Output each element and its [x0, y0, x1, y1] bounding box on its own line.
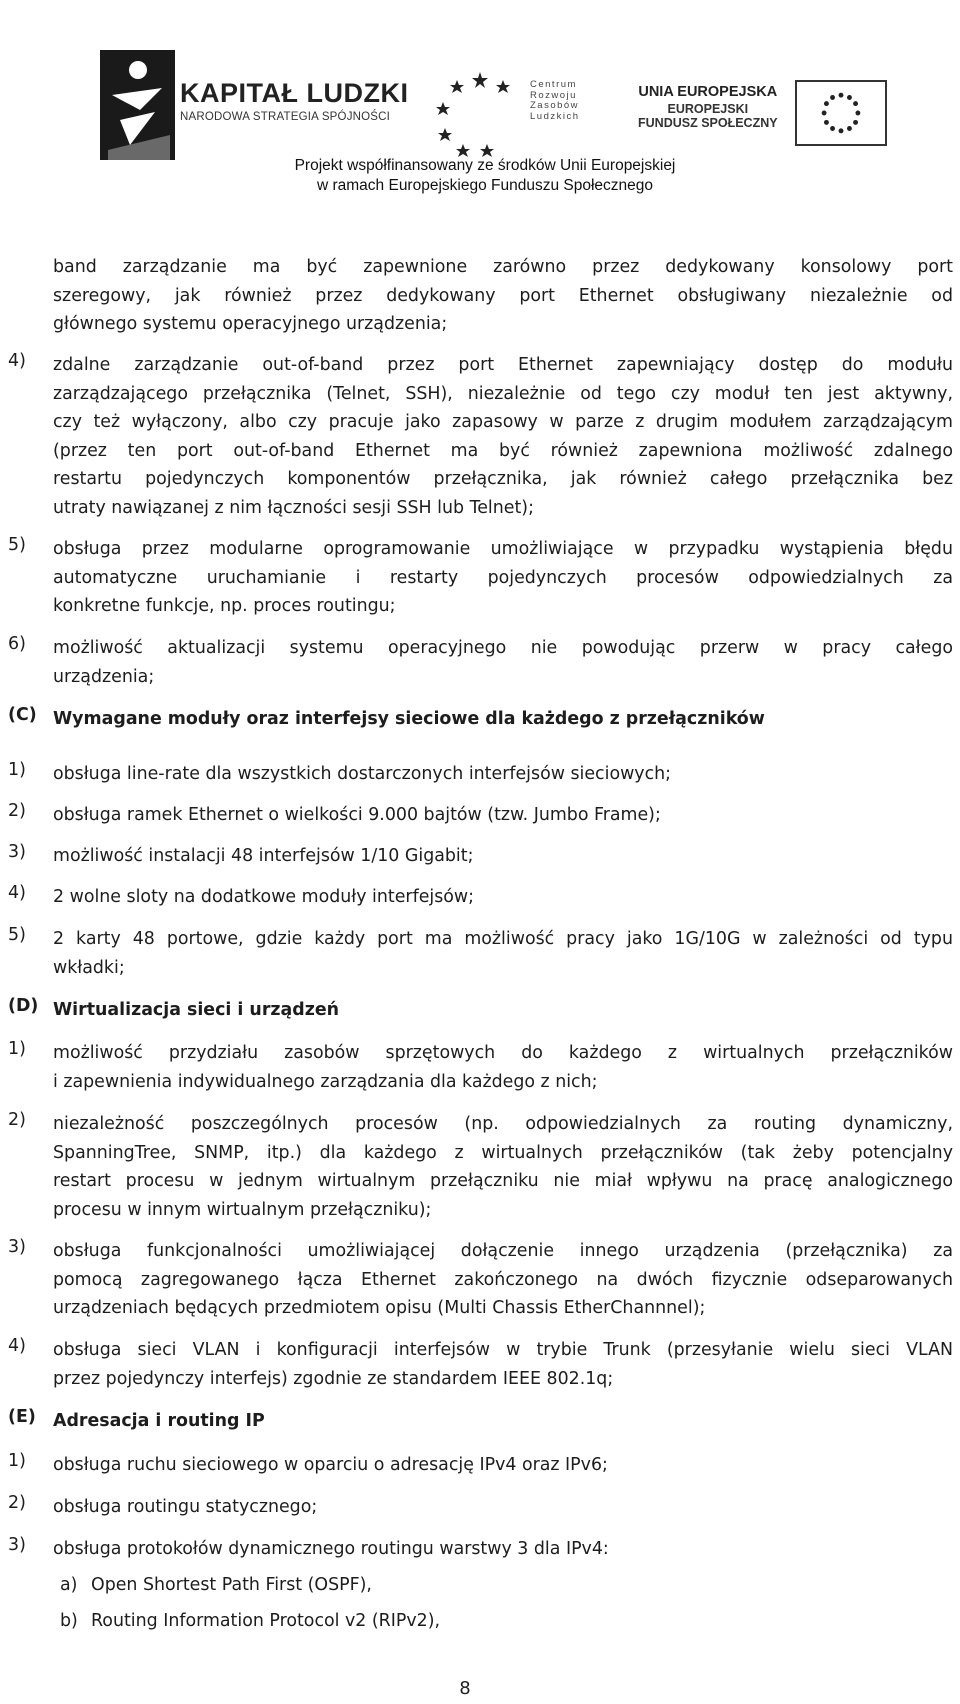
eu-flag-icon [795, 80, 887, 146]
text-line: wkładki; [53, 957, 125, 978]
text-line: utraty nawiązanej z nim łączności sesji SSH lub Telnet); [53, 497, 534, 518]
sub-item-label: a) [60, 1575, 78, 1595]
section-title: Wirtualizacja sieci i urządzeń [53, 1000, 339, 1020]
text-line: (przez ten port out-of-band Ethernet ma być również zapewniona możliwość zdalnego [53, 440, 953, 461]
text-line: band zarządzanie ma być zapewnione zarówno przez dedykowany konsolowy port [53, 257, 953, 277]
text-line: 2 karty 48 portowe, gdzie każdy port ma możliwość pracy jako 1G/10G w zależności od typu [53, 929, 953, 949]
section-title: Adresacja i routing IP [53, 1411, 265, 1431]
text-line: głównego systemu operacyjnego urządzenia; [53, 314, 448, 334]
text-line: i zapewnienia indywidualnego zarządzania dla każdego z nich; [53, 1071, 598, 1092]
item-number: 3) [8, 1237, 26, 1257]
czl-line: Rozwoju [530, 89, 577, 101]
section-number: (E) [8, 1407, 36, 1427]
text-line: możliwość aktualizacji systemu operacyjnego nie powodując przerw w pracy całego [53, 638, 953, 658]
item-number: 2) [8, 1110, 26, 1130]
czl-wordmark [530, 80, 580, 122]
text-line: obsługa przez modularne oprogramowanie umożliwiające w przypadku wystąpienia błędu [53, 539, 953, 559]
item-number: 5) [8, 535, 26, 555]
sub-item-text: Open Shortest Path First (OSPF), [91, 1575, 372, 1595]
text-line: 2 wolne sloty na dodatkowe moduły interfejsów; [53, 887, 475, 907]
text-line: obsługa ramek Ethernet o wielkości 9.000 bajtów (tzw. Jumbo Frame); [53, 805, 661, 825]
text-line: SpanningTree, SNMP, itp.) dla każdego z wirtualnych przełączników (tak żeby potencjalny [53, 1142, 953, 1163]
czl-line: Ludzkich [530, 110, 580, 122]
text-line: możliwość przydziału zasobów sprzętowych do każdego z wirtualnych przełączników [53, 1043, 953, 1063]
page-number: 8 [459, 1678, 471, 1699]
text-line: obsługa sieci VLAN i konfiguracji interfejsów w trybie Trunk (przesyłanie wielu sieci VLAN [53, 1340, 953, 1360]
ue-line2: EUROPEJSKI [667, 102, 749, 116]
czl-stars-icon [435, 68, 525, 158]
item-number: 1) [8, 1451, 26, 1471]
text-line: obsługa protokołów dynamicznego routingu warstwy 3 dla IPv4: [53, 1539, 609, 1559]
text-line: zarządzającego przełącznika (Telnet, SSH), niezależnie od tego czy moduł ten jest aktywny, [53, 383, 953, 404]
czl-line: Zasobów [530, 100, 580, 111]
item-number: 1) [8, 760, 26, 780]
sub-item-label: b) [60, 1611, 78, 1631]
item-number: 6) [8, 634, 26, 654]
kapital-ludzki-logo-icon [100, 50, 175, 160]
item-number: 3) [8, 1535, 26, 1555]
text-line: obsługa routingu statycznego; [53, 1497, 318, 1517]
item-number: 3) [8, 842, 26, 862]
project-line-1: Projekt współfinansowany ze środków Unii Europejskiej [294, 157, 676, 174]
section-number: (C) [8, 705, 37, 725]
page-header [70, 30, 900, 205]
text-line: zdalne zarządzanie out-of-band przez port Ethernet zapewniający dostęp do modułu [53, 355, 953, 375]
text-line: niezależność poszczególnych procesów (np. odpowiedzialnych za routing dynamiczny, [53, 1114, 953, 1134]
text-line: obsługa funkcjonalności umożliwiającej dołączenie innego urządzenia (przełącznika) za [53, 1241, 953, 1261]
item-number: 4) [8, 351, 26, 371]
text-line: urządzeniach będących przedmiotem opisu (Multi Chassis EtherChannnel); [53, 1298, 706, 1318]
item-number: 5) [8, 925, 26, 945]
kapital-ludzki-wordmark [180, 78, 408, 123]
text-line: konkretne funkcje, np. proces routingu; [53, 596, 396, 616]
text-line: szeregowy, jak również przez dedykowany port Ethernet obsługiwany niezależnie od [53, 285, 953, 306]
section-title: Wymagane moduły oraz interfejsy sieciowe dla każdego z przełączników [53, 709, 765, 729]
text-line: obsługa line-rate dla wszystkich dostarczonych interfejsów sieciowych; [53, 764, 672, 784]
czl-line: Centrum [530, 79, 577, 90]
item-number: 2) [8, 801, 26, 821]
ue-wordmark [638, 84, 778, 130]
text-line: procesu w innym wirtualnym przełączniku); [53, 1199, 432, 1220]
text-line: obsługa ruchu sieciowego w oparciu o adresację IPv4 oraz IPv6; [53, 1455, 608, 1475]
item-number: 1) [8, 1039, 26, 1059]
text-line: restart procesu w jednym wirtualnym przełączniku nie miał wpływu na pracę analogicznego [53, 1171, 953, 1191]
section-number: (D) [8, 996, 39, 1016]
sub-item-text: Routing Information Protocol v2 (RIPv2), [91, 1611, 441, 1631]
item-number: 4) [8, 1336, 26, 1356]
text-line: automatyczne uruchamianie i restarty pojedynczych procesów odpowiedzialnych za [53, 567, 953, 588]
ue-line1: UNIA EUROPEJSKA [638, 84, 778, 100]
item-number: 2) [8, 1493, 26, 1513]
item-number: 4) [8, 883, 26, 903]
project-line-2: w ramach Europejskiego Funduszu Społecznego [316, 177, 654, 194]
text-line: czy też wyłączony, albo czy pracuje jako zapasowy w parze z drugim modułem zarządzającym [53, 412, 953, 432]
logo-subtitle: NARODOWA STRATEGIA SPÓJNOŚCI [180, 111, 391, 123]
text-line: urządzenia; [53, 666, 155, 687]
text-line: pomocą zagregowanego łącza Ethernet zakończonego na dwóch fizycznie odseparowanych [53, 1269, 953, 1290]
text-line: restartu pojedynczych komponentów przełącznika, jak również całego przełącznika bez [53, 469, 953, 489]
ue-line3: FUNDUSZ SPOŁECZNY [638, 116, 778, 130]
text-line: możliwość instalacji 48 interfejsów 1/10 Gigabit; [53, 846, 474, 866]
project-caption [70, 156, 900, 196]
text-line: przez pojedynczy interfejs) zgodnie ze standardem IEEE 802.1q; [53, 1368, 614, 1389]
logo-title: KAPITAŁ LUDZKI [180, 78, 409, 108]
